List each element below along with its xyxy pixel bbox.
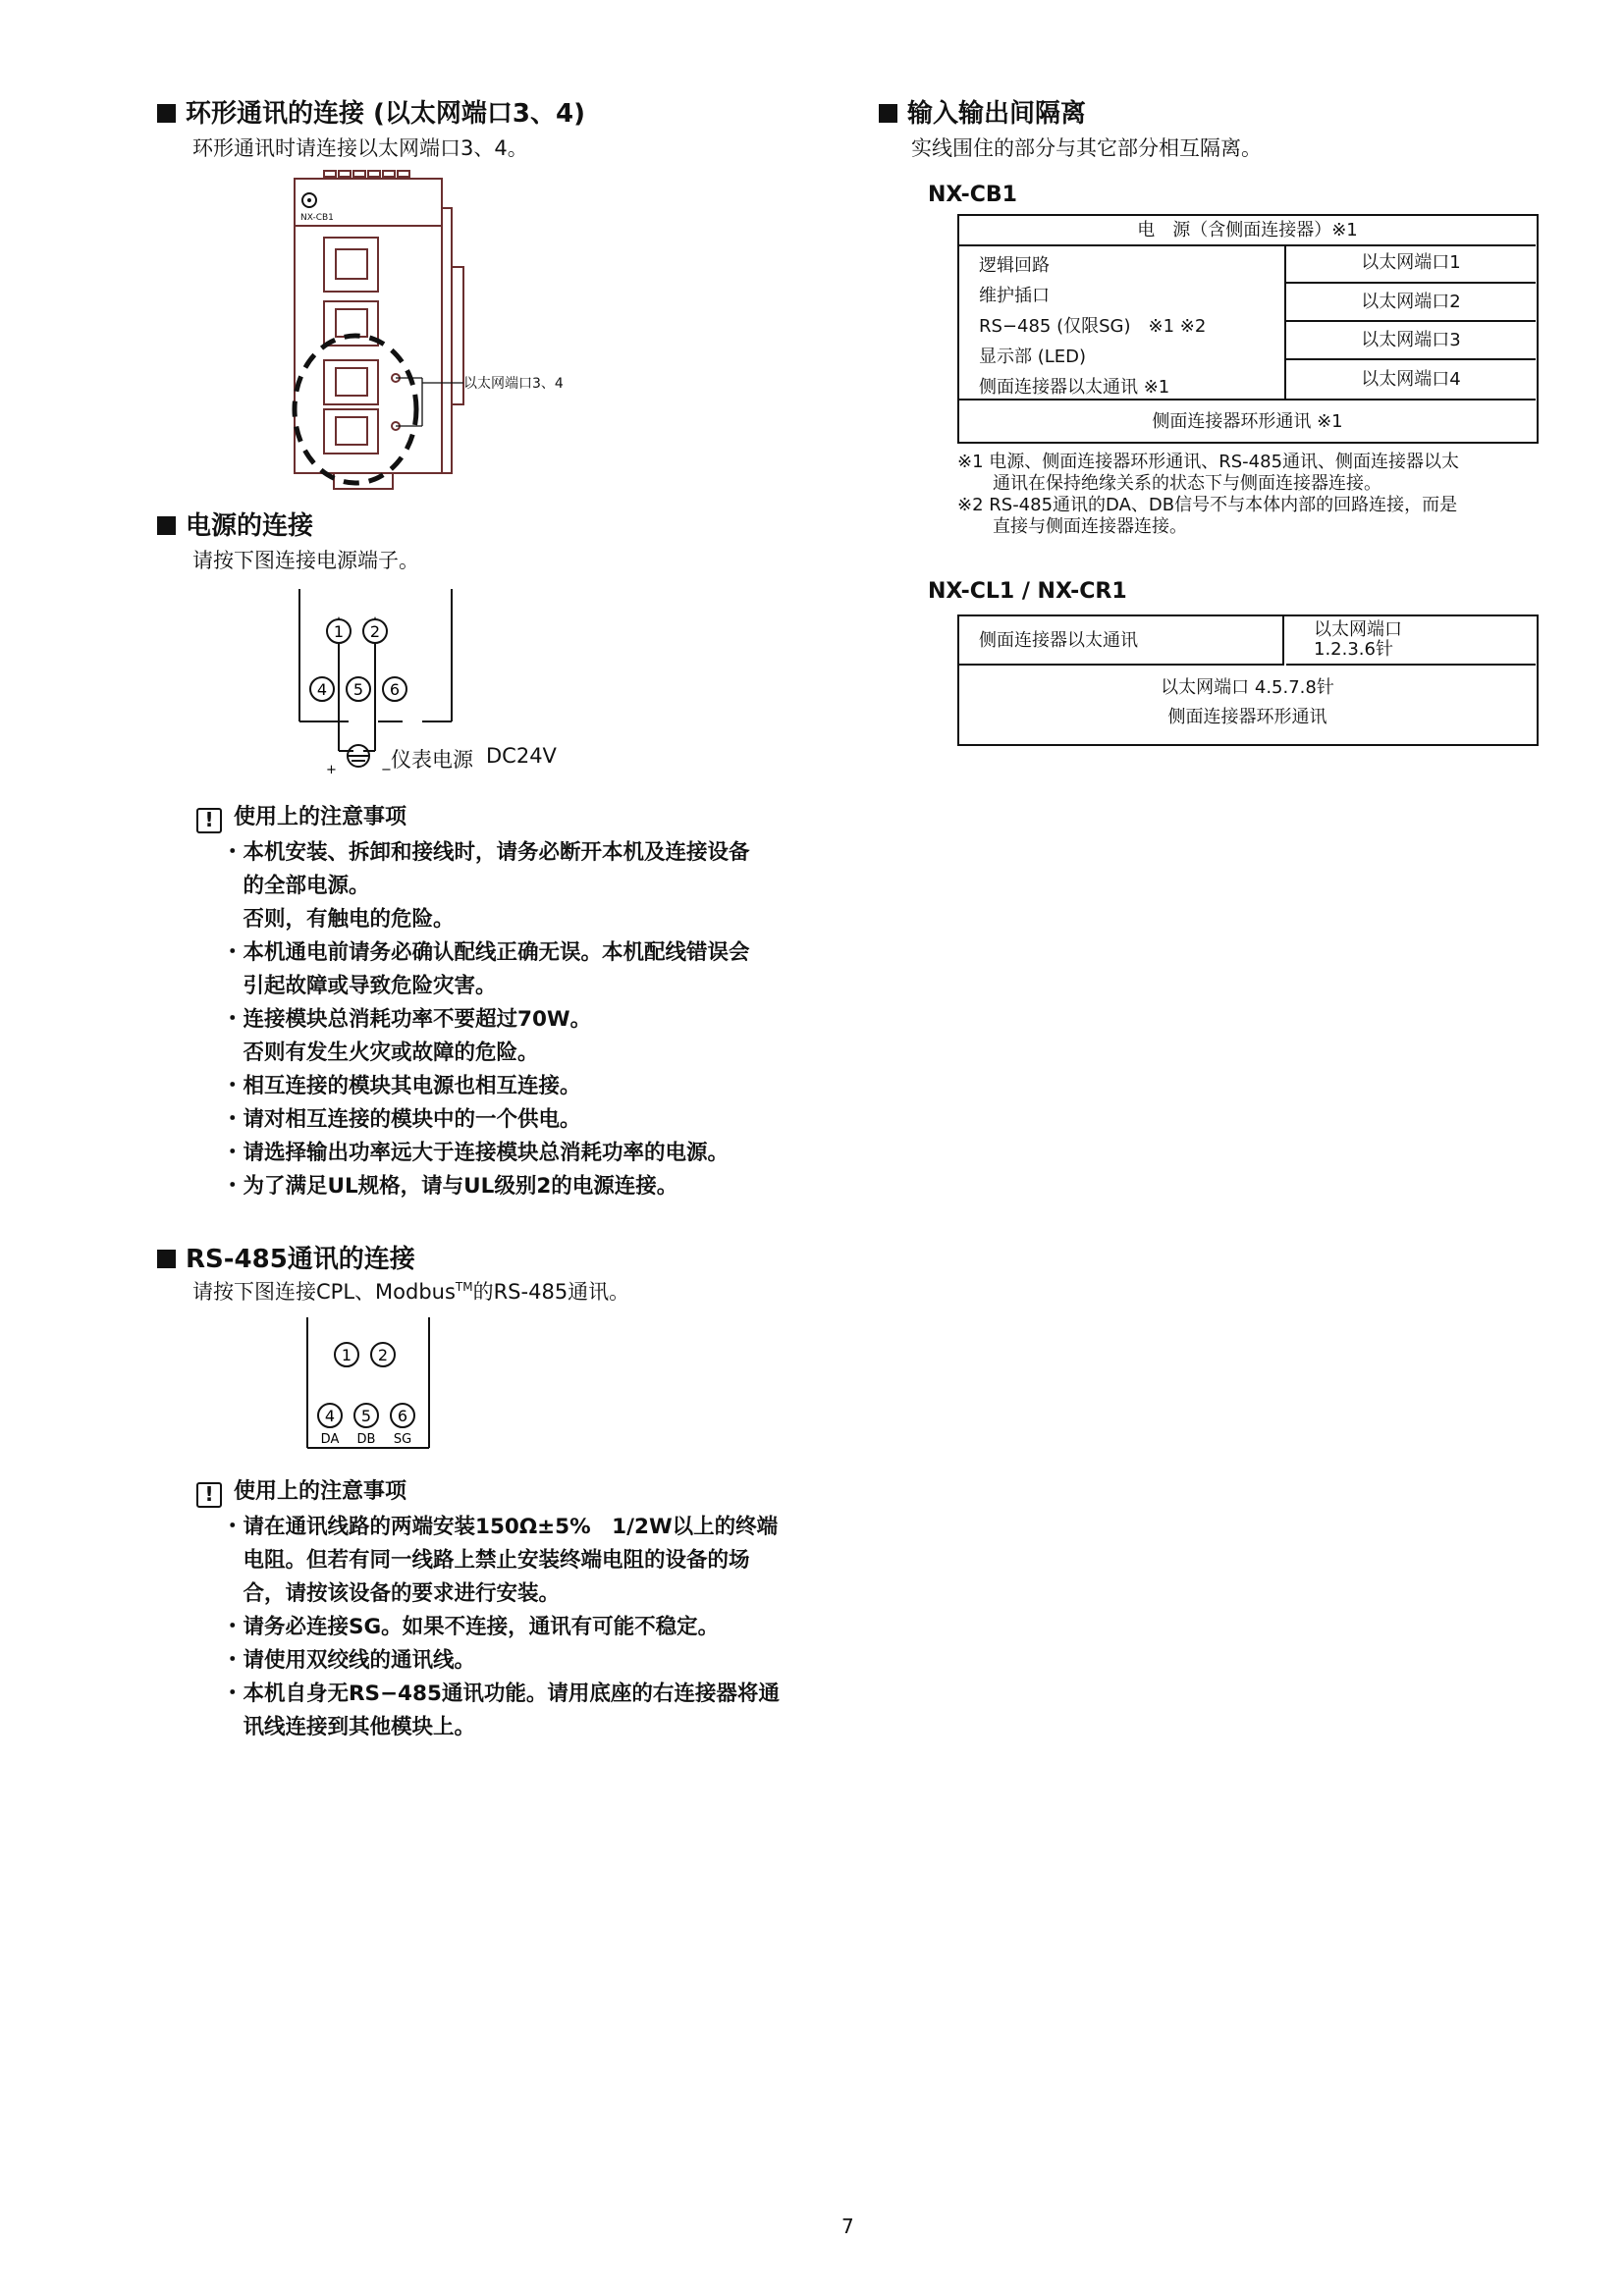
caution-line: 电阻。但若有同一线路上禁止安装终端电阻的设备的场 [222, 1548, 750, 1573]
rs485-description: 请按下图连接CPL、Modbus™的RS-485通讯。 [192, 1280, 630, 1304]
square-bullet-icon [157, 516, 176, 535]
square-bullet-icon [157, 104, 176, 123]
caution-line: ・本机安装、拆卸和接线时，请务必断开本机及连接设备 [222, 840, 750, 865]
power-terminal-6: 6 [389, 680, 401, 699]
rs485-diagram-svg [304, 1315, 442, 1453]
cl1-row1-left: 侧面连接器以太通讯 [959, 616, 1284, 666]
caution-line: 否则，有触电的危险。 [222, 907, 455, 932]
cb1-eth2: 以太网端口2 [1286, 284, 1536, 322]
cb1-header: 电 源（含侧面连接器）※1 [959, 216, 1536, 246]
caution-line: ・请在通讯线路的两端安装150Ω±5% 1/2W以上的终端 [222, 1515, 779, 1539]
caution-list-1 [222, 836, 750, 1203]
cb1-eth4: 以太网端口4 [1361, 369, 1461, 390]
page-number: 7 [841, 2215, 854, 2238]
supply-voltage: DC24V [486, 744, 557, 768]
ring-description: 环形通讯时请连接以太网端口3、4。 [192, 136, 528, 160]
cb1-eth1: 以太网端口1 [1286, 244, 1536, 284]
caution-line: ・连接模块总消耗功率不要超过70W。 [222, 1007, 592, 1032]
isolation-description: 实线围住的部分与其它部分相互隔离。 [911, 136, 1262, 160]
section-title-power: 电源的连接 [157, 506, 313, 542]
supply-label: 仪表电源 [391, 748, 473, 772]
device-illustration [285, 169, 589, 493]
rs485-terminal-6: 6 [397, 1407, 408, 1425]
cb1-item: 维护插口 [979, 286, 1050, 306]
cb1-left-block [959, 244, 1286, 399]
caution-line: ・本机通电前请务必确认配线正确无误。本机配线错误会 [222, 940, 750, 965]
cb1-item: 显示部 (LED) [979, 347, 1087, 367]
power-diagram [295, 587, 589, 783]
power-terminal-5: 5 [352, 680, 364, 699]
device-label: NX-CB1 [300, 213, 334, 223]
exclamation-icon: ! [196, 1482, 222, 1508]
nx-cl1-isolation-table [957, 614, 1539, 746]
device-figure [285, 169, 589, 497]
caution-line: ・请对相互连接的模块中的一个供电。 [222, 1107, 581, 1132]
cl1-row2: 以太网端口 4.5.7.8针 侧面连接器环形通讯 [1161, 677, 1334, 727]
nx-cb1-label: NX-CB1 [928, 183, 1017, 207]
caution-title-2: ! 使用上的注意事项 [196, 1474, 406, 1508]
exclamation-icon: ! [196, 808, 222, 833]
caution-line: ・请使用双绞线的通讯线。 [222, 1648, 476, 1673]
nx-cl1-label: NX-CL1 / NX-CR1 [928, 579, 1127, 604]
caution-line: ・为了满足UL规格，请与UL级别2的电源连接。 [222, 1174, 678, 1199]
cb1-eth3: 以太网端口3 [1286, 322, 1536, 360]
section-title-isolation: 输入输出间隔离 [879, 93, 1086, 130]
caution-line: 讯线连接到其他模块上。 [222, 1715, 476, 1739]
nx-cb1-isolation-table [957, 214, 1539, 444]
cb1-footer: 侧面连接器环形通讯 ※1 [959, 399, 1536, 443]
isolation-notes [957, 452, 1459, 538]
caution-title-1: ! 使用上的注意事项 [196, 800, 406, 833]
terminal-label-sg: SG [393, 1432, 412, 1447]
caution-line: 引起故障或导致危险灾害。 [222, 974, 497, 998]
rs485-terminal-4: 4 [324, 1407, 336, 1425]
section-title-ring: 环形通讯的连接 (以太网端口3、4) [157, 93, 585, 130]
terminal-label-db: DB [356, 1432, 376, 1447]
plus-sign: + [326, 763, 337, 777]
square-bullet-icon [157, 1250, 176, 1268]
caution-line: 否则有发生火灾或故障的危险。 [222, 1041, 539, 1065]
note-line: ※1 电源、侧面连接器环形通讯、RS-485通讯、侧面连接器以太 [957, 452, 1460, 472]
section-title-rs485: RS-485通讯的连接 [157, 1239, 415, 1275]
note-line: 直接与侧面连接器连接。 [957, 516, 1187, 537]
cb1-item: 逻辑回路 [979, 255, 1050, 276]
ethernet-3-4-callout: 以太网端口3、4 [463, 376, 564, 392]
caution-line: 的全部电源。 [222, 874, 370, 898]
square-bullet-icon [879, 104, 897, 123]
rs485-terminal-2: 2 [377, 1346, 389, 1364]
note-line: 通讯在保持绝缘关系的状态下与侧面连接器连接。 [957, 473, 1381, 494]
caution-line: ・请选择输出功率远大于连接模块总消耗功率的电源。 [222, 1141, 730, 1165]
terminal-label-da: DA [320, 1432, 340, 1447]
caution-list-2 [222, 1511, 780, 1744]
cl1-row1-right: 以太网端口 1.2.3.6针 [1286, 616, 1536, 666]
caution-line: ・本机自身无RS−485通讯功能。请用底座的右连接器将通 [222, 1682, 780, 1706]
power-description: 请按下图连接电源端子。 [192, 549, 419, 572]
cb1-item: 侧面连接器以太通讯 ※1 [979, 377, 1170, 398]
caution-line: 合，请按该设备的要求进行安装。 [222, 1581, 561, 1606]
rs485-terminal-diagram [304, 1315, 442, 1457]
cb1-item: RS−485 (仅限SG) ※1 ※2 [979, 316, 1207, 337]
caution-line: ・相互连接的模块其电源也相互连接。 [222, 1074, 581, 1098]
minus-sign: − [381, 763, 392, 777]
caution-line: ・请务必连接SG。如果不连接，通讯有可能不稳定。 [222, 1615, 720, 1639]
rs485-terminal-5: 5 [360, 1407, 372, 1425]
rs485-terminal-1: 1 [341, 1346, 352, 1364]
power-terminal-2: 2 [369, 622, 381, 641]
power-terminal-4: 4 [316, 680, 328, 699]
note-line: ※2 RS-485通讯的DA、DB信号不与本体内部的回路连接，而是 [957, 495, 1458, 515]
power-terminal-1: 1 [333, 622, 345, 641]
